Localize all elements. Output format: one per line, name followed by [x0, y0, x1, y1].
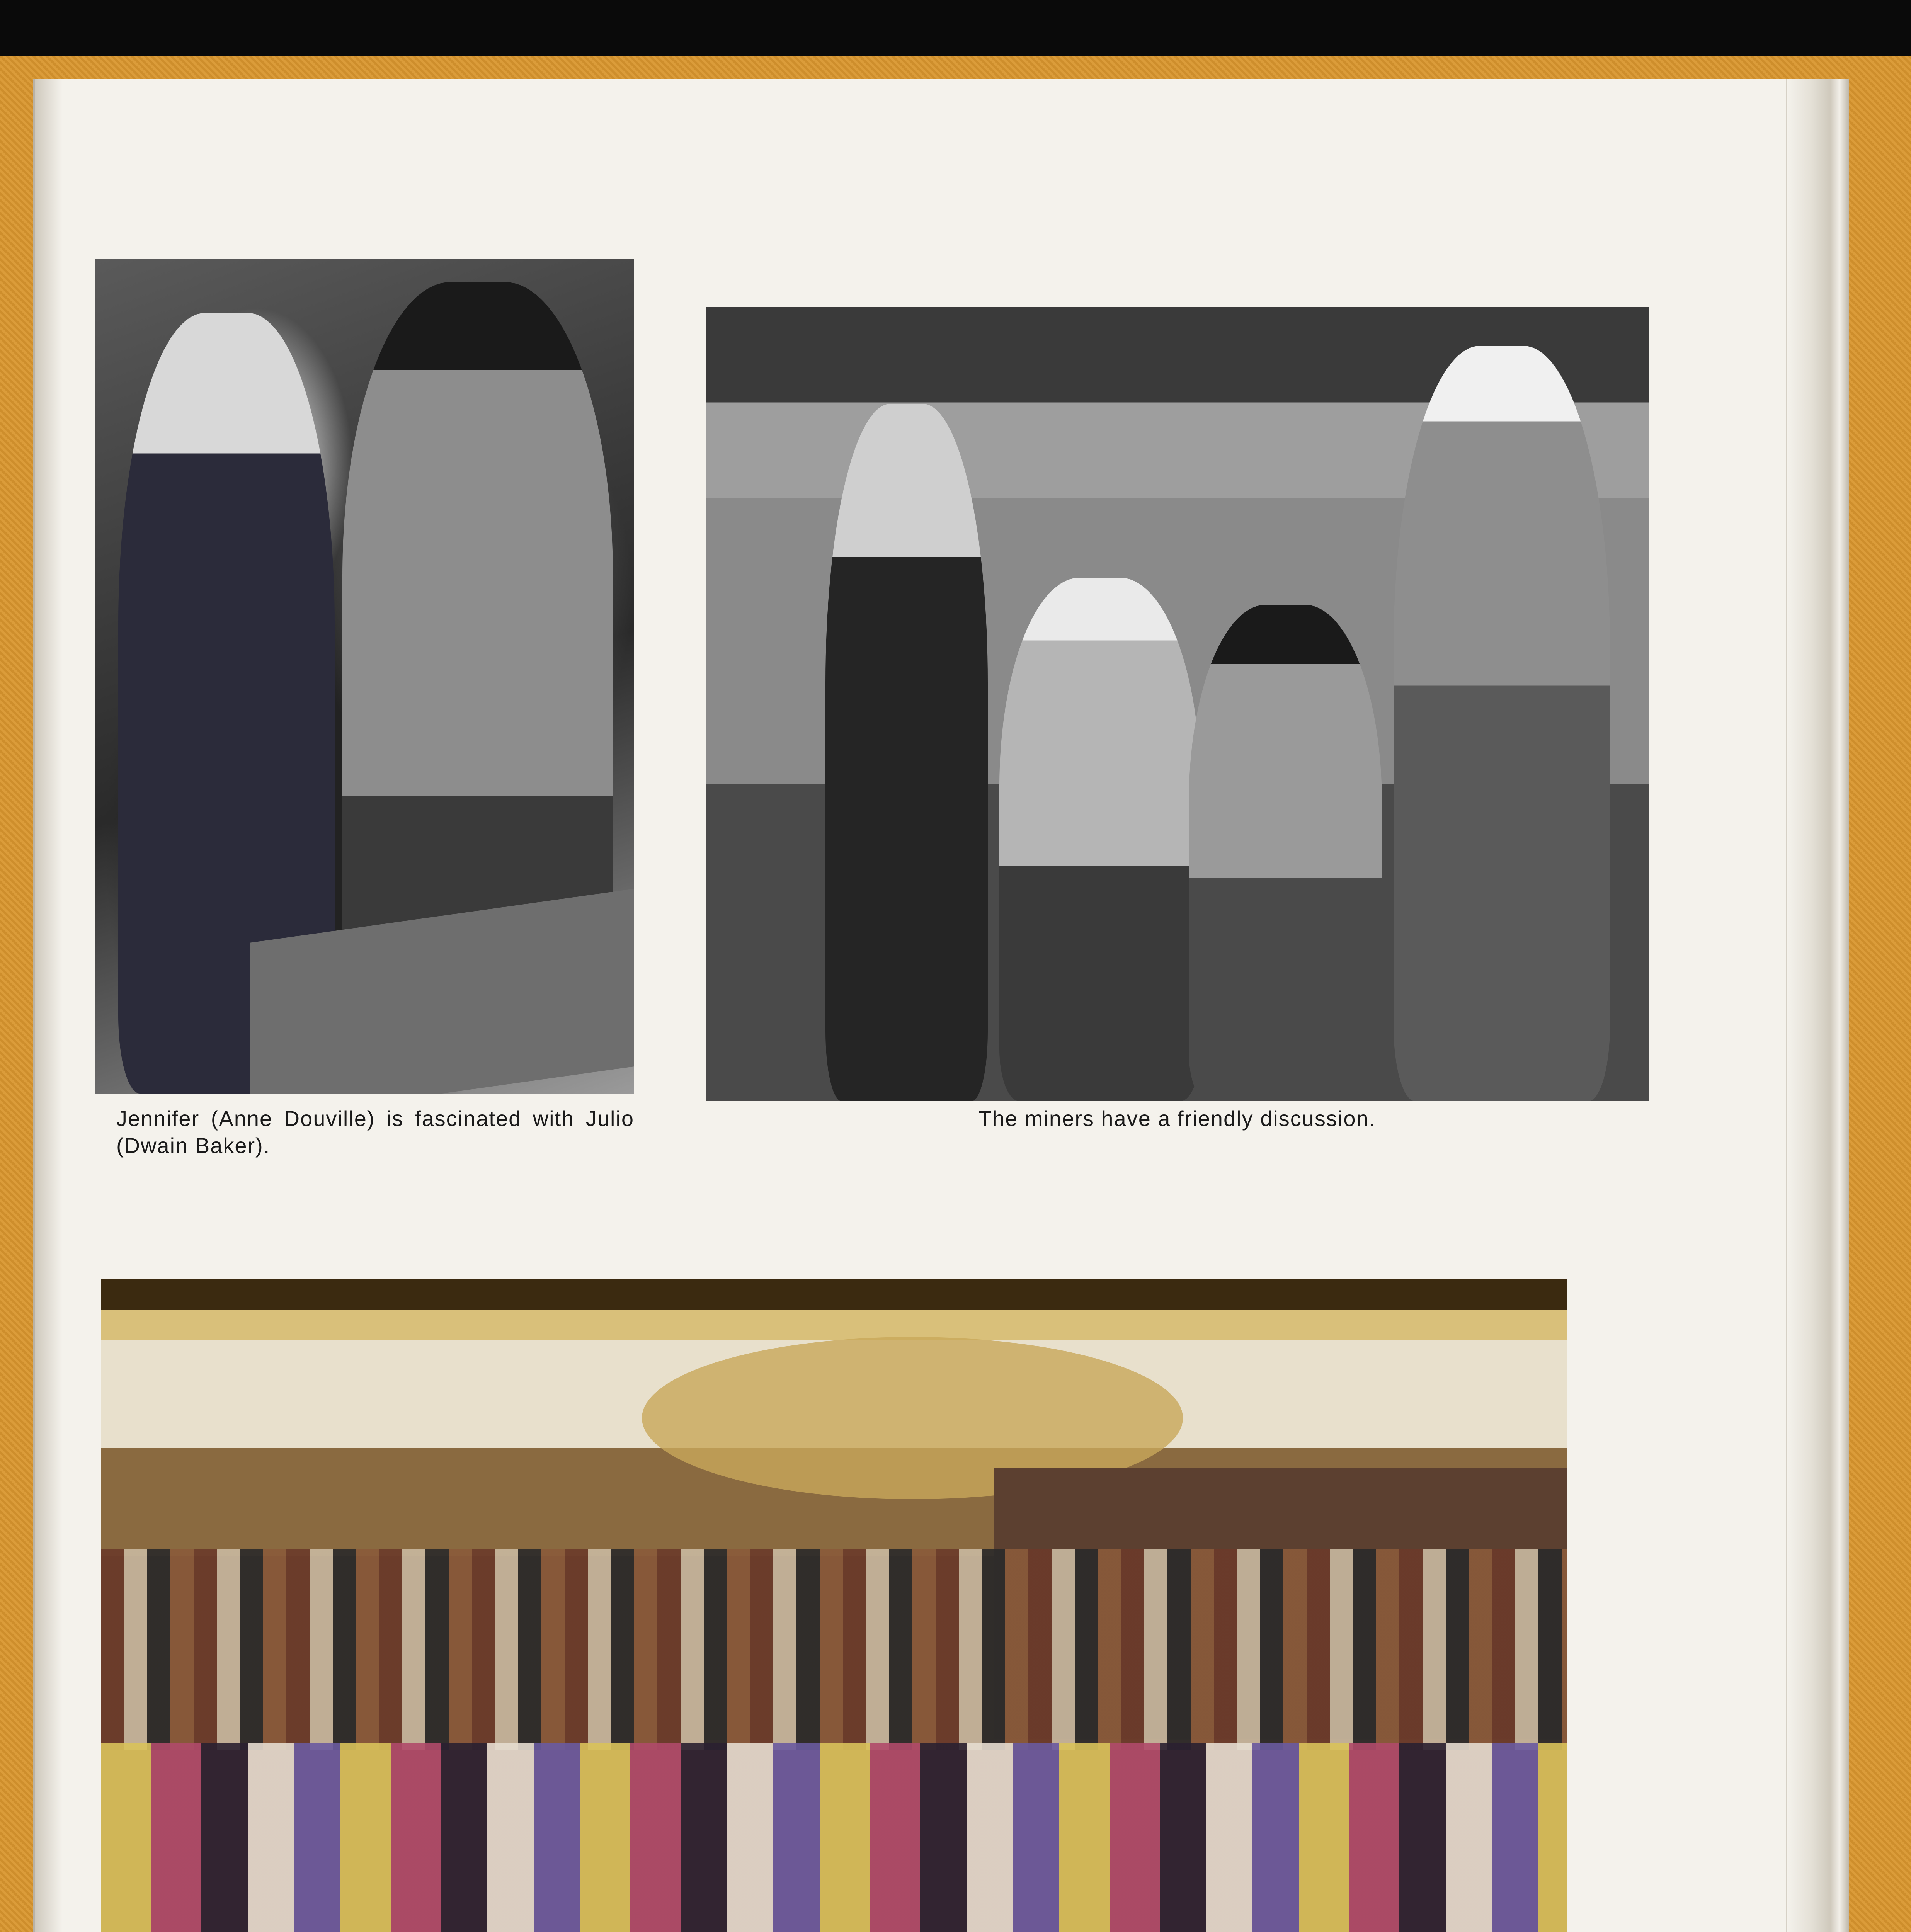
yearbook-page: [33, 79, 1848, 1932]
caption-photo-right: The miners have a friendly discussion.: [978, 1106, 1376, 1131]
photo-jennifer-julio: [95, 259, 634, 1094]
page-gutter: [35, 79, 62, 1932]
caption-photo-left: Jennifer (Anne Douville) is fascinated with Julio (Dwain Baker).: [116, 1106, 634, 1158]
page-edge: [1786, 79, 1849, 1932]
photo-cast: [101, 1279, 1567, 1932]
photo-miners: [706, 307, 1649, 1101]
